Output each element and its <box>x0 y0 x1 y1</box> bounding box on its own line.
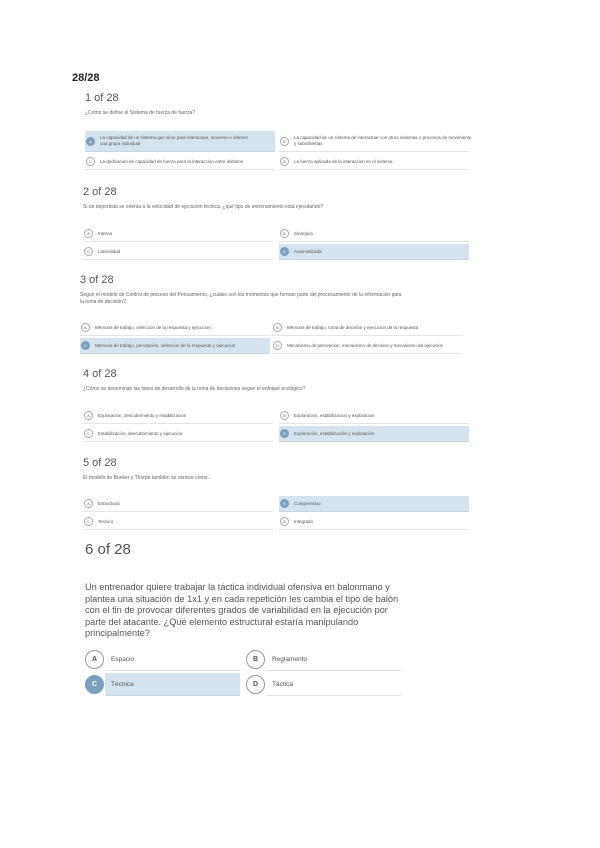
option-a[interactable] <box>83 226 273 242</box>
score-total: 28/28 <box>72 72 100 84</box>
option-letter-b: B <box>280 229 289 238</box>
option-b[interactable] <box>272 320 462 336</box>
question-text: El modelo de Bunker y Thorpe también se conoce como... <box>83 475 212 481</box>
question-5 <box>83 457 473 482</box>
option-text: Exploracion, estabilizacion y explotacion <box>294 412 375 418</box>
option-letter-d: D <box>280 157 289 166</box>
option-text: Mecanismo de percepcion, mecanismo de decision y mecanismo de ejecucion <box>287 342 444 348</box>
question-title: 2 of 28 <box>83 186 117 198</box>
option-text: Memoria de trabajo, seleccion de la respuesta y ejecucion <box>95 324 211 330</box>
option-text-line2: y subsistemas <box>294 141 323 146</box>
option-b[interactable] <box>279 496 469 512</box>
question-title: 1 of 28 <box>85 92 119 104</box>
option-d[interactable] <box>279 154 469 170</box>
option-b[interactable] <box>279 408 469 424</box>
option-text-box <box>266 673 401 696</box>
option-text: La fuerza aplicada de la interaccion en el sistema <box>294 158 393 164</box>
option-d[interactable] <box>279 514 469 530</box>
option-letter-b: B <box>280 499 289 508</box>
option-text: Exploracion, descubrimiento y estabilizacion <box>98 412 187 418</box>
option-letter-b: B <box>280 411 289 420</box>
option-text: Exploración, estabilización y explotación <box>294 430 375 436</box>
option-b[interactable] <box>279 131 472 152</box>
option-letter-a: A <box>85 650 104 669</box>
option-letter-c: C <box>84 517 93 526</box>
option-c[interactable] <box>85 154 275 170</box>
option-text-box <box>266 648 401 671</box>
question-text-line2: la toma de decisión? <box>80 299 126 305</box>
option-a[interactable] <box>85 131 275 152</box>
question-title: 6 of 28 <box>85 541 131 558</box>
question-title: 3 of 28 <box>80 274 114 286</box>
option-a[interactable] <box>83 408 273 424</box>
option-letter-b: B <box>246 650 265 669</box>
option-c[interactable] <box>83 514 273 530</box>
option-text: Táctica <box>272 680 293 688</box>
option-letter-a: A <box>84 229 93 238</box>
question-title: 4 of 28 <box>83 368 117 380</box>
question-text: Si un deportista se orienta a la velocidad de ejecucion tecnica, ¿qué tipo de entrenamiento está ejecutando? <box>83 204 324 210</box>
option-text: La capacidad de un sistema que sirve para interactuar, moverse o obtener <box>100 135 249 140</box>
option-c[interactable] <box>83 244 273 260</box>
question-2 <box>83 186 473 211</box>
option-text-box <box>105 648 240 671</box>
question-text <box>80 292 472 306</box>
option-b[interactable] <box>279 226 469 242</box>
question-1 <box>85 92 470 117</box>
option-text: Memoria de trabajo, toma de decisión y ejecucion de la respuesta <box>287 324 419 330</box>
option-text: Interna <box>98 230 113 236</box>
option-c[interactable] <box>83 426 273 442</box>
option-text: Estructural <box>98 500 120 506</box>
option-text: Comprensivo <box>294 500 321 506</box>
option-d[interactable] <box>279 244 469 260</box>
option-letter-d: D <box>246 675 265 694</box>
question-text: Un entrenador quiere trabajar la táctica individual ofensiva en balonmano y plantea una situación de 1x1 y en cada repetición les cambia el tipo de balón con el fin de provocar diferentes grados de variabilidad en la ejecución por parte del atacante. ¿Qué elemento estructural estaría manipulando principalmente? <box>85 582 399 638</box>
option-letter-c: C <box>84 247 93 256</box>
option-letter-b: B <box>273 323 282 332</box>
question-4 <box>83 368 473 393</box>
option-d[interactable] <box>272 338 462 354</box>
option-text: Sinergica <box>294 230 313 236</box>
option-letter-b: B <box>280 137 289 146</box>
option-text: Espacio <box>111 655 135 663</box>
option-letter-d: D <box>280 517 289 526</box>
question-3 <box>80 274 472 306</box>
option-text-box <box>105 673 240 696</box>
option-text: Automatizada <box>294 248 322 254</box>
option-text: Lateralidad <box>98 248 121 254</box>
option-letter-a: A <box>84 411 93 420</box>
option-a[interactable] <box>80 320 270 336</box>
option-letter-c: C <box>85 675 104 694</box>
option-text: Memoria de trabajo, percepcion, seleccion de la respuesta y ejecucion <box>95 342 236 348</box>
option-letter-a: A <box>84 499 93 508</box>
question-text: ¿Cómo se denominan las fases de desarrollo de la toma de decisiones segun el enfoque ecológico? <box>83 386 306 392</box>
question-text: ¿Como se define el Sistema de fuerza de fuerza? <box>85 110 196 116</box>
option-d[interactable] <box>279 426 469 442</box>
option-text: Estabilización, descubrimiento y ejecucion <box>98 430 183 436</box>
option-letter-a: A <box>81 323 90 332</box>
option-text: La dedicacion de capacidad de fuerza para la interaccion entre distintos <box>100 158 244 164</box>
option-text: Tecnico <box>98 518 114 524</box>
option-letter-d: D <box>280 429 289 438</box>
option-letter-a: A <box>86 137 95 146</box>
option-text: Técnica <box>111 680 134 688</box>
option-letter-d: D <box>280 247 289 256</box>
option-a[interactable] <box>83 496 273 512</box>
question-text-line1: Segun el modelo de Control de proceso del Pensamiento, ¿cuáles son los momentos que forman parte del procesamiento de la información para <box>80 292 402 298</box>
option-text-line2: una grupo individual <box>100 141 141 146</box>
option-letter-d: D <box>273 341 282 350</box>
option-letter-c: C <box>86 157 95 166</box>
question-title: 5 of 28 <box>83 457 117 469</box>
option-text: Reglamento <box>272 655 308 663</box>
option-letter-c: C <box>84 429 93 438</box>
option-letter-c: C <box>81 341 90 350</box>
option-text: Integrado <box>294 518 314 524</box>
option-text: La capacidad de un sistema de interactuar con otros sistemas o procesos de movimiento <box>294 135 472 140</box>
option-c[interactable] <box>80 338 270 354</box>
